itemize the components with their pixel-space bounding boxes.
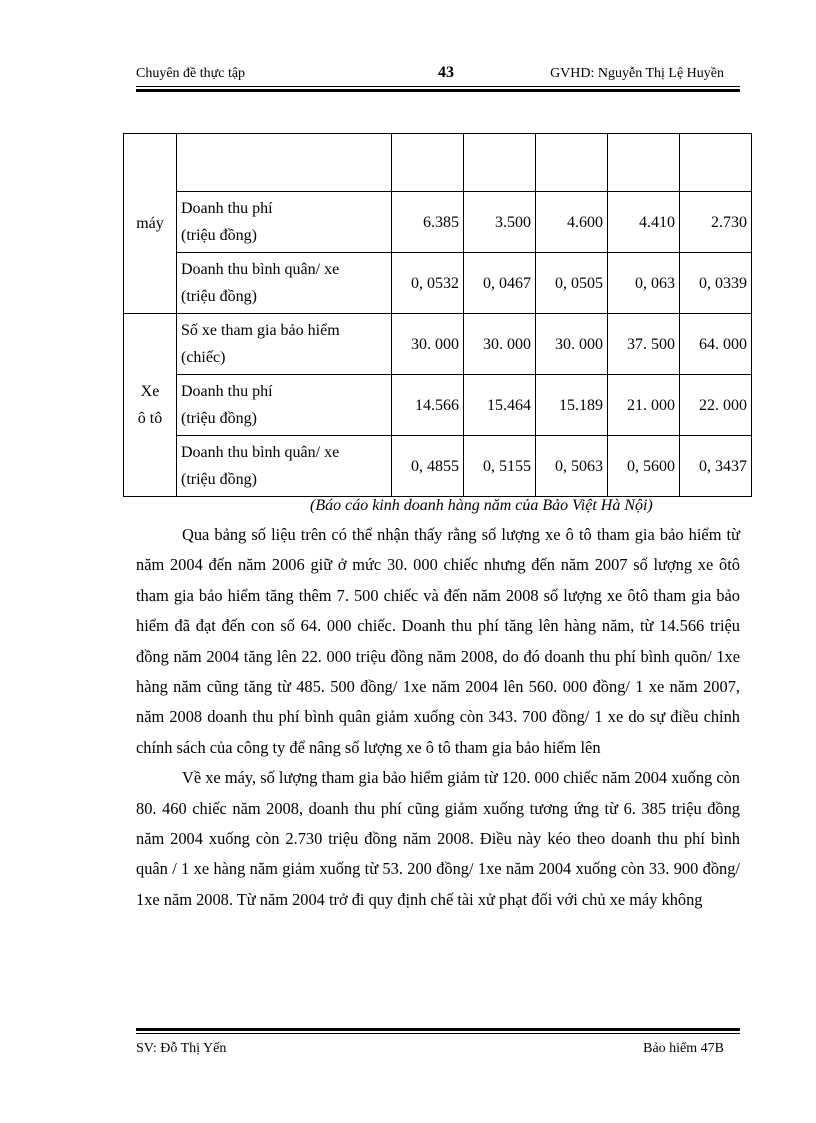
- table-cell: 15.189: [536, 375, 608, 436]
- row-label: [177, 134, 392, 192]
- table-cell: 0, 0505: [536, 253, 608, 314]
- row-label: [177, 314, 392, 375]
- table-row: [124, 253, 752, 314]
- row-label-line1: Số xe tham gia bảo hiểm: [181, 322, 340, 339]
- row-label-line2: (triệu đồng): [181, 471, 257, 488]
- table-cell: [608, 134, 680, 192]
- group-label-car-line2: ô tô: [137, 410, 163, 427]
- paragraph-cars: Qua bảng số liệu trên có thể nhận thấy rằng số lượng xe ô tô tham gia bảo hiểm từ năm 2004 đến năm 2006 giữ ở mức 30. 000 chiếc nhưng đến năm 2007 số lượng xe ôtô tham gia bảo hiểm tăng thêm 7. 500 chiếc và đến năm 2008 số lượng xe ôtô tham gia bảo hiểm đã đạt đến con số 64. 000 chiếc. Doanh thu phí tăng lên hàng năm, từ 14.566 triệu đồng năm 2004 tăng lên 22. 000 triệu đồng năm 2008, do đó doanh thu phí bình quõn/ 1xe hàng năm cũng tăng từ 485. 500 đồng/ 1xe năm 2004 lên 560. 000 đồng/ 1 xe năm 2007, năm 2008 doanh thu phí bình quân giảm xuống còn 343. 700 đồng/ 1 xe do sự điều chỉnh chính sách của công ty để nâng số lượng xe ô tô tham gia bảo hiểm lên: [136, 525, 740, 757]
- table-cell: 2.730: [680, 192, 752, 253]
- table-cell: 0, 063: [608, 253, 680, 314]
- table-cell: 0, 0467: [464, 253, 536, 314]
- table-row: [124, 314, 752, 375]
- table-cell: 21. 000: [608, 375, 680, 436]
- table-cell: 6.385: [392, 192, 464, 253]
- page-number: 43: [438, 64, 454, 81]
- table-cell: 0, 0339: [680, 253, 752, 314]
- body-text: [136, 520, 740, 915]
- table-cell: [680, 134, 752, 192]
- table-cell: 64. 000: [680, 314, 752, 375]
- footer-class: Bảo hiểm 47B: [643, 1041, 724, 1056]
- table-cell: 4.600: [536, 192, 608, 253]
- table-cell: 30. 000: [392, 314, 464, 375]
- paragraph-motorbikes: Về xe máy, số lượng tham gia bảo hiểm giảm từ 120. 000 chiếc năm 2004 xuống còn 80. 460 chiếc năm 2008, doanh thu phí cũng giảm xuống tương ứng từ 6. 385 triệu đồng năm 2004 xuống còn 2.730 triệu đồng năm 2008. Điều này kéo theo doanh thu phí bình quân / 1 xe hàng năm giảm xuống từ 53. 200 đồng/ 1xe năm 2004 xuống còn 33. 900 đồng/ 1xe năm 2008. Từ năm 2004 trở đi quy định chế tài xử phạt đối với chủ xe máy không: [136, 768, 740, 909]
- table-cell: [392, 134, 464, 192]
- table-row: [124, 192, 752, 253]
- footer-rule-thick: [136, 1028, 740, 1031]
- table-row: [124, 134, 752, 192]
- row-label-line2: (chiếc): [181, 349, 226, 366]
- table-cell: 30. 000: [464, 314, 536, 375]
- table-source-note: (Báo cáo kinh doanh hàng năm của Bảo Việt Hà Nội): [310, 497, 653, 514]
- table-cell: 0, 5155: [464, 436, 536, 497]
- header-left-title: Chuyên đề thực tập: [136, 66, 246, 81]
- table-cell: 0, 0532: [392, 253, 464, 314]
- table-cell: 37. 500: [608, 314, 680, 375]
- table-cell: 3.500: [464, 192, 536, 253]
- row-label-line2: (triệu đồng): [181, 410, 257, 427]
- group-cell-motorbike: [124, 134, 177, 314]
- group-cell-car: [124, 314, 177, 497]
- header-rule-thick: [136, 89, 740, 92]
- row-label: [177, 253, 392, 314]
- row-label: [177, 436, 392, 497]
- row-label-line1: Doanh thu phí: [181, 383, 273, 400]
- footer-rule-thin: [136, 1033, 740, 1034]
- table-cell: 4.410: [608, 192, 680, 253]
- table-row: [124, 436, 752, 497]
- header-supervisor: GVHD: Nguyễn Thị Lệ Huyền: [550, 66, 724, 81]
- table-cell: 15.464: [464, 375, 536, 436]
- table-cell: [536, 134, 608, 192]
- table-cell: 0, 4855: [392, 436, 464, 497]
- table-cell: 14.566: [392, 375, 464, 436]
- table-cell: 22. 000: [680, 375, 752, 436]
- group-label-car-line1: Xe: [140, 383, 160, 400]
- table-cell: 30. 000: [536, 314, 608, 375]
- row-label-line1: Doanh thu phí: [181, 200, 273, 217]
- table-cell: 0, 3437: [680, 436, 752, 497]
- row-label-line2: (triệu đồng): [181, 227, 257, 244]
- table-row: [124, 375, 752, 436]
- page-header: [136, 64, 740, 84]
- table-cell: 0, 5600: [608, 436, 680, 497]
- table-cell: [464, 134, 536, 192]
- row-label-line2: (triệu đồng): [181, 288, 257, 305]
- group-label-motorbike: máy: [136, 215, 164, 232]
- table-cell: 0, 5063: [536, 436, 608, 497]
- row-label: [177, 375, 392, 436]
- row-label: [177, 192, 392, 253]
- insurance-revenue-table: [123, 133, 752, 497]
- row-label-line1: Doanh thu bình quân/ xe: [181, 444, 340, 461]
- header-rule-thin: [136, 86, 740, 87]
- footer-student: SV: Đỗ Thị Yến: [136, 1041, 227, 1056]
- row-label-line1: Doanh thu bình quân/ xe: [181, 261, 340, 278]
